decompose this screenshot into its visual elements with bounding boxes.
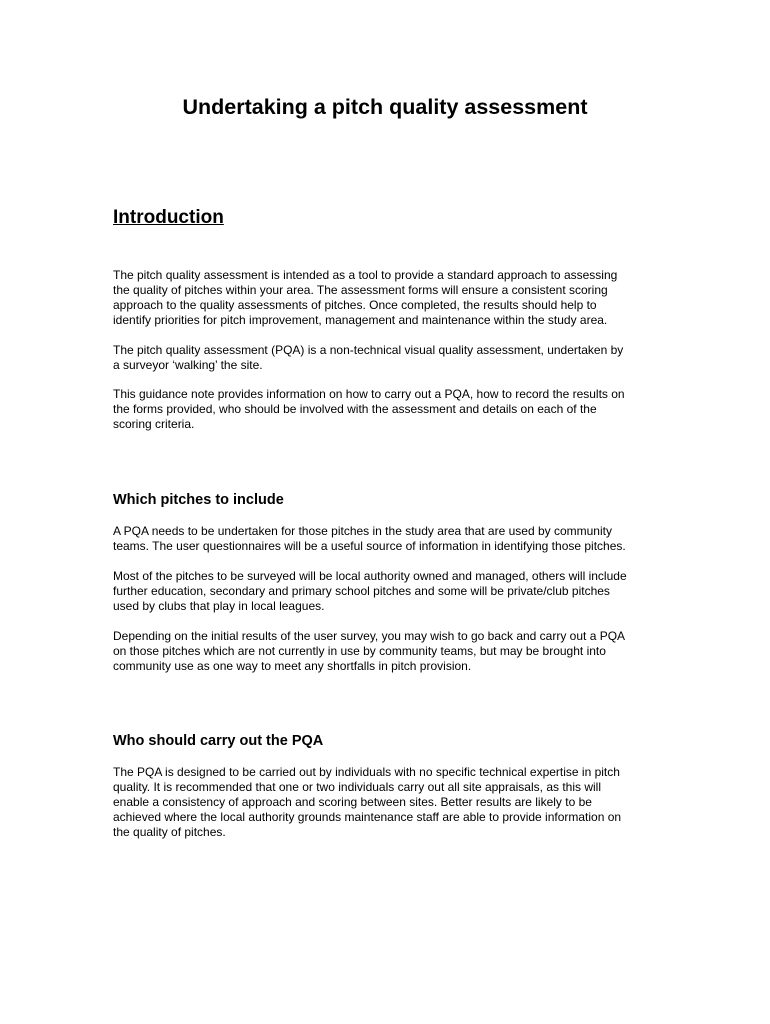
text-line: the quality of pitches.: [113, 825, 226, 839]
text-line: further education, secondary and primary school pitches and some will be private/club pitches: [113, 584, 610, 598]
which-pitches-heading: Which pitches to include: [113, 492, 284, 508]
text-line: The pitch quality assessment is intended as a tool to provide a standard approach to assessing: [113, 268, 618, 282]
introduction-paragraph-1: [113, 268, 658, 328]
text-line: The pitch quality assessment (PQA) is a non-technical visual quality assessment, undertaken by: [113, 343, 624, 357]
text-line: scoring criteria.: [113, 417, 195, 431]
text-line: quality. It is recommended that one or two individuals carry out all site appraisals, as this will: [113, 780, 601, 794]
which-pitches-paragraph-2: [113, 569, 658, 614]
text-line: The PQA is designed to be carried out by individuals with no specific technical expertise in pitch: [113, 765, 620, 779]
text-line: achieved where the local authority grounds maintenance staff are able to provide information on: [113, 810, 622, 824]
text-line: enable a consistency of approach and scoring between sites. Better results are likely to be: [113, 795, 592, 809]
introduction-heading: Introduction: [113, 207, 224, 228]
who-should-heading: Who should carry out the PQA: [113, 733, 324, 749]
which-pitches-paragraph-3: [113, 629, 658, 674]
text-line: approach to the quality assessments of pitches. Once completed, the results should help to: [113, 298, 597, 312]
text-line: the forms provided, who should be involved with the assessment and details on each of the: [113, 402, 597, 416]
who-should-paragraph-1: [113, 765, 658, 840]
text-line: the quality of pitches within your area. The assessment forms will ensure a consistent scoring: [113, 283, 608, 297]
introduction-paragraph-2: [113, 343, 658, 373]
page-title: Undertaking a pitch quality assessment: [182, 95, 588, 119]
which-pitches-paragraph-1: [113, 524, 658, 554]
text-line: A PQA needs to be undertaken for those pitches in the study area that are used by community: [113, 524, 612, 538]
text-line: identify priorities for pitch improvement, management and maintenance within the study area.: [113, 313, 608, 327]
text-line: a surveyor ‘walking’ the site.: [113, 358, 263, 372]
text-line: Most of the pitches to be surveyed will be local authority owned and managed, others will include: [113, 569, 627, 583]
introduction-paragraph-3: [113, 387, 658, 432]
text-line: This guidance note provides information on how to carry out a PQA, how to record the results on: [113, 387, 625, 401]
text-line: community use as one way to meet any shortfalls in pitch provision.: [113, 659, 472, 673]
text-line: teams. The user questionnaires will be a useful source of information in identifying those pitches.: [113, 539, 626, 553]
text-line: Depending on the initial results of the user survey, you may wish to go back and carry out a PQA: [113, 629, 626, 643]
text-line: used by clubs that play in local leagues.: [113, 599, 325, 613]
text-line: on those pitches which are not currently in use by community teams, but may be brought into: [113, 644, 606, 658]
